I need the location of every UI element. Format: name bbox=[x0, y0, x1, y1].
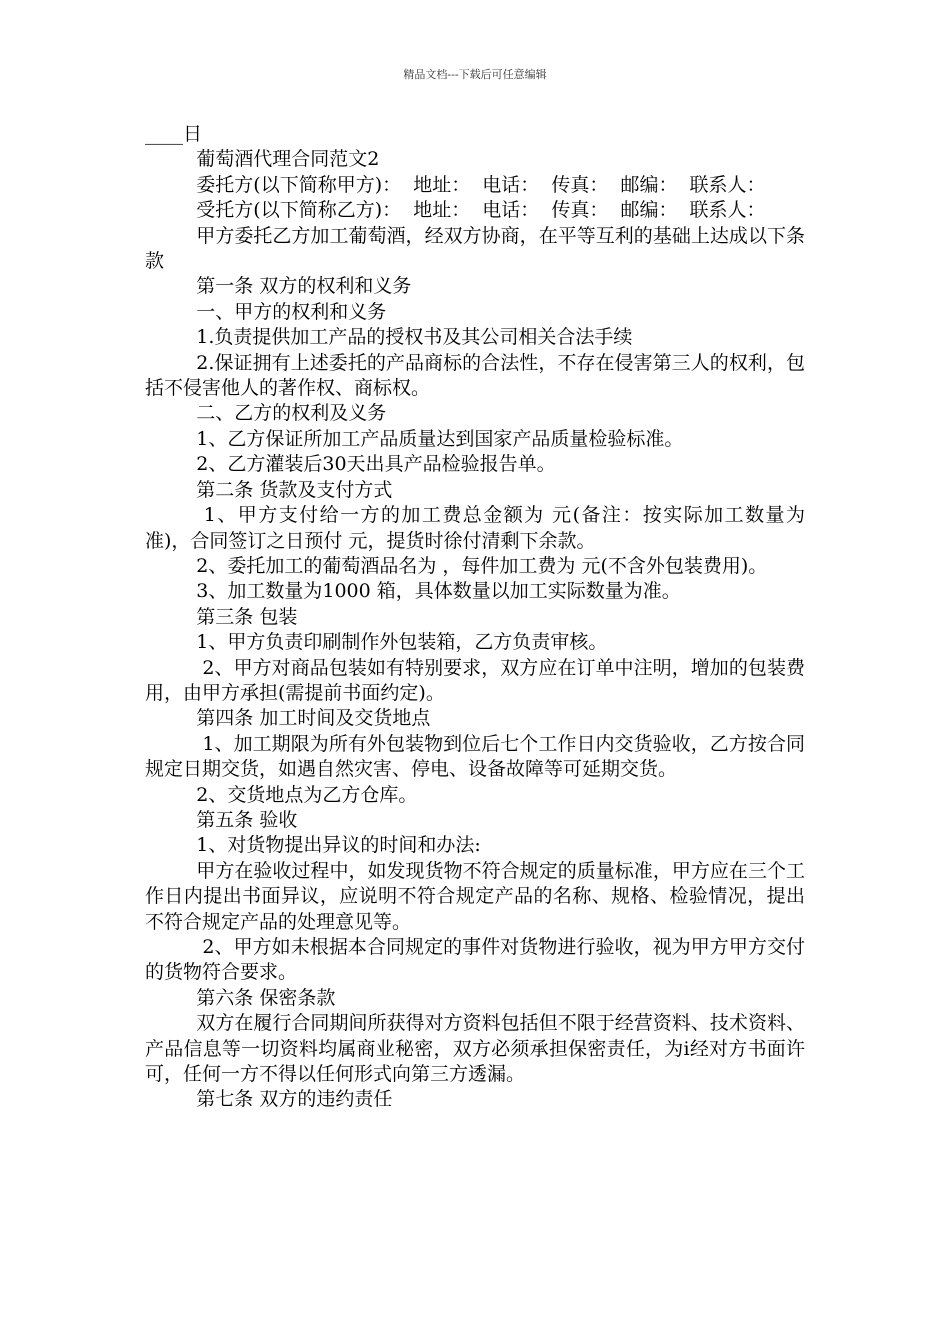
clause: 2.保证拥有上述委托的产品商标的合法性，不存在侵害第三人的权利，包括不侵害他人的著作权、商标权。 bbox=[145, 351, 805, 400]
clause: 2、乙方灌装后30天出具产品检验报告单。 bbox=[196, 453, 556, 476]
clause: 2、甲方如未根据本合同规定的事件对货物进行验收，视为甲方甲方交付的货物符合要求。 bbox=[145, 936, 805, 984]
clause: 1、乙方保证所加工产品质量达到国家产品质量检验标准。 bbox=[196, 427, 684, 450]
clause: 2、委托加工的葡萄酒品名为 ，每件加工费为 元(不含外包装费用)。 bbox=[196, 554, 768, 577]
article-5-heading: 第五条 验收 bbox=[196, 808, 298, 831]
page-header: 精品文档---下载后可任意编辑 bbox=[403, 68, 547, 81]
clause: 1、甲方负责印刷制作外包装箱，乙方负责审核。 bbox=[196, 631, 608, 654]
article-2-heading: 第二条 货款及支付方式 bbox=[196, 478, 393, 501]
article-1-heading: 第一条 双方的权利和义务 bbox=[196, 275, 412, 298]
clause: 2、交货地点为乙方仓库。 bbox=[196, 783, 418, 806]
clause: 1、甲方支付给一方的加工费总金额为 元(备注：按实际加工数量为准)，合同签订之日预付 元，提货时徐付清剩下余款。 bbox=[145, 504, 805, 552]
preamble: 甲方委托乙方加工葡萄酒，经双方协商，在平等互利的基础上达成以下条款 bbox=[145, 224, 805, 273]
clause: 2、甲方对商品包装如有特别要求，双方应在订单中注明，增加的包装费用，由甲方承担(需提前书面约定)。 bbox=[145, 656, 805, 704]
clause: 3、加工数量为1000 箱，具体数量以加工实际数量为准。 bbox=[196, 580, 681, 603]
article-6-heading: 第六条 保密条款 bbox=[196, 986, 336, 1009]
section-heading: 一、甲方的权利和义务 bbox=[196, 300, 387, 323]
party-b-info: 受托方(以下简称乙方)： 地址： 电话： 传真： 邮编： 联系人： bbox=[196, 199, 766, 222]
clause: 1.负责提供加工产品的授权书及其公司相关合法手续 bbox=[196, 326, 633, 349]
clause: 1、加工期限为所有外包装物到位后七个工作日内交货验收，乙方按合同规定日期交货，如遇自然灾害、停电、设备故障等可延期交货。 bbox=[145, 732, 805, 781]
date-line: ____日 bbox=[145, 123, 203, 145]
clause: 1、对货物提出异议的时间和办法: bbox=[196, 834, 481, 857]
article-4-heading: 第四条 加工时间及交货地点 bbox=[196, 707, 431, 730]
party-a-info: 委托方(以下简称甲方)： 地址： 电话： 传真： 邮编： 联系人： bbox=[196, 173, 766, 196]
article-7-heading: 第七条 双方的违约责任 bbox=[196, 1088, 393, 1111]
article-3-heading: 第三条 包装 bbox=[196, 605, 298, 628]
document-body bbox=[145, 122, 805, 1113]
document-title: 葡萄酒代理合同范文2 bbox=[196, 148, 380, 171]
section-heading: 二、乙方的权利及义务 bbox=[196, 402, 387, 425]
clause: 甲方在验收过程中，如发现货物不符合规定的质量标准，甲方应在三个工作日内提出书面异议，应说明不符合规定产品的名称、规格、检验情况，提出不符合规定产品的处理意见等。 bbox=[145, 859, 805, 933]
clause: 双方在履行合同期间所获得对方资料包括但不限于经营资料、技术资料、产品信息等一切资料均属商业秘密，双方必须承担保密责任，为i经对方书面许可，任何一方不得以任何形式向第三方透漏。 bbox=[145, 1012, 805, 1086]
